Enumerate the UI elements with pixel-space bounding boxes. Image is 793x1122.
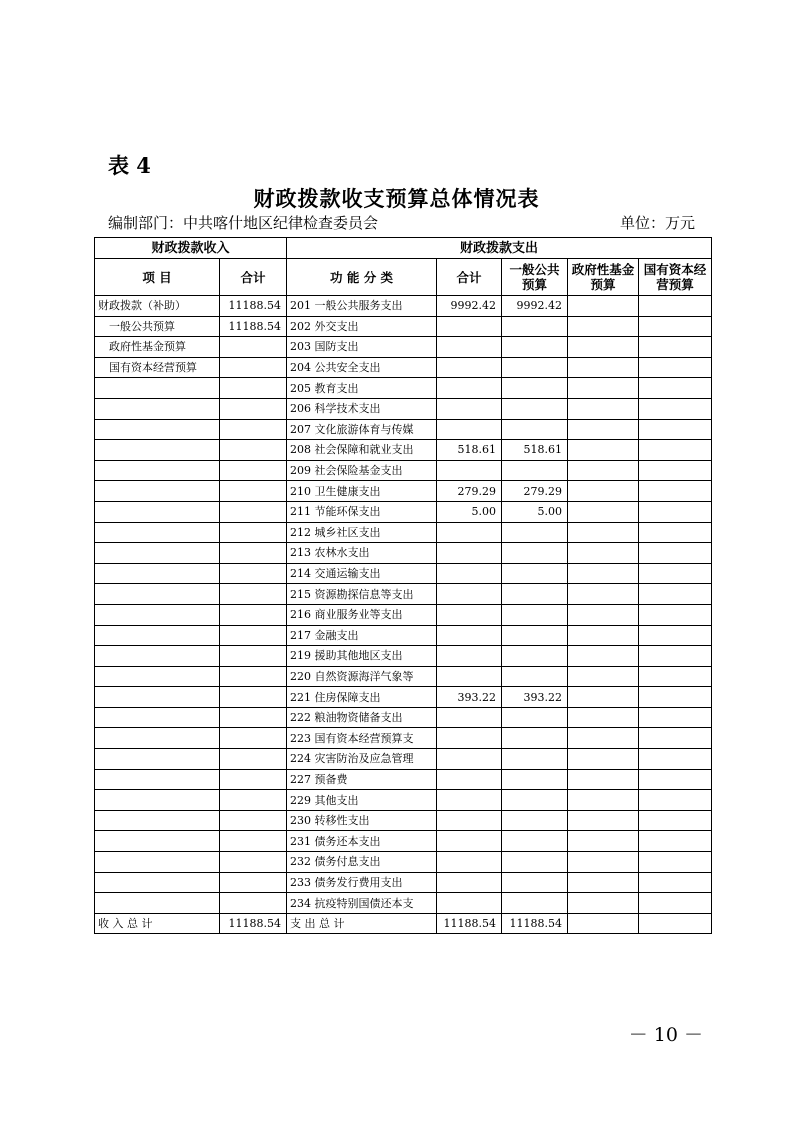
table-row (95, 604, 712, 625)
expense-capital-cell (639, 728, 712, 749)
income-total-label: 收 入 总 计 (95, 913, 220, 934)
function-class-cell: 219 援助其他地区支出 (287, 646, 437, 667)
function-class-cell: 223 国有资本经营预算支 (287, 728, 437, 749)
table-row (95, 440, 712, 461)
expense-general-cell (502, 666, 568, 687)
function-class-cell: 204 公共安全支出 (287, 357, 437, 378)
table-row (95, 666, 712, 687)
expense-capital-cell (639, 378, 712, 399)
expense-general-cell (502, 522, 568, 543)
function-class-cell: 234 抗疫特别国债还本支 (287, 893, 437, 914)
income-total-cell (220, 810, 287, 831)
function-class-cell: 231 债务还本支出 (287, 831, 437, 852)
expense-capital-cell (639, 584, 712, 605)
expense-fund-cell (568, 419, 639, 440)
expense-capital-cell (639, 893, 712, 914)
income-item-cell: 财政拨款（补助） (95, 296, 220, 317)
expense-general-cell (502, 337, 568, 358)
unit-label: 单位：万元 (619, 214, 695, 232)
income-item-cell (95, 707, 220, 728)
income-item-cell (95, 563, 220, 584)
income-total-cell (220, 646, 287, 667)
expense-general-cell (502, 749, 568, 770)
expense-fund-value (568, 913, 639, 934)
expense-general-cell (502, 872, 568, 893)
income-total-cell (220, 584, 287, 605)
expense-fund-cell (568, 625, 639, 646)
table-row (95, 316, 712, 337)
income-item-cell (95, 625, 220, 646)
expense-total-cell: 9992.42 (437, 296, 502, 317)
expense-capital-cell (639, 337, 712, 358)
function-class-cell: 233 债务发行费用支出 (287, 872, 437, 893)
income-item-cell (95, 481, 220, 502)
table-row (95, 707, 712, 728)
expense-capital-cell (639, 707, 712, 728)
function-class-cell: 221 住房保障支出 (287, 687, 437, 708)
page-number: － 10 － (628, 1024, 703, 1046)
function-class-cell: 229 其他支出 (287, 790, 437, 811)
expense-total-cell (437, 543, 502, 564)
function-class-cell: 201 一般公共服务支出 (287, 296, 437, 317)
income-total-cell (220, 460, 287, 481)
expense-general-cell: 518.61 (502, 440, 568, 461)
expense-fund-cell (568, 501, 639, 522)
expense-fund-cell (568, 398, 639, 419)
expense-total-cell: 518.61 (437, 440, 502, 461)
expense-fund-cell (568, 296, 639, 317)
table-row (95, 398, 712, 419)
expense-general-cell: 5.00 (502, 501, 568, 522)
expense-fund-cell (568, 378, 639, 399)
expense-total-cell (437, 460, 502, 481)
expense-general-cell (502, 316, 568, 337)
income-total-cell (220, 666, 287, 687)
expense-total-cell (437, 893, 502, 914)
expense-general-cell (502, 646, 568, 667)
budget-table (94, 237, 712, 934)
expense-total-cell (437, 419, 502, 440)
income-item-cell: 一般公共预算 (95, 316, 220, 337)
income-total-cell (220, 893, 287, 914)
expense-general-cell (502, 584, 568, 605)
expense-total-cell (437, 522, 502, 543)
item-header: 项 目 (95, 259, 220, 296)
expense-fund-cell (568, 707, 639, 728)
table-number: 表 4 (108, 153, 151, 178)
function-class-cell: 213 农林水支出 (287, 543, 437, 564)
expense-capital-cell (639, 296, 712, 317)
expense-capital-cell (639, 357, 712, 378)
income-item-cell (95, 728, 220, 749)
income-item-cell (95, 646, 220, 667)
table-row (95, 296, 712, 317)
expense-capital-cell (639, 316, 712, 337)
income-item-cell (95, 419, 220, 440)
table-row (95, 357, 712, 378)
table-row (95, 646, 712, 667)
income-total-cell (220, 687, 287, 708)
expense-general-cell (502, 625, 568, 646)
income-item-cell (95, 460, 220, 481)
expense-fund-cell (568, 604, 639, 625)
expense-total-cell (437, 852, 502, 873)
income-total-cell (220, 749, 287, 770)
expense-fund-cell (568, 481, 639, 502)
expense-fund-cell (568, 543, 639, 564)
expense-fund-cell (568, 769, 639, 790)
expense-general-cell (502, 543, 568, 564)
expense-fund-cell (568, 440, 639, 461)
income-item-cell (95, 501, 220, 522)
expense-capital-cell (639, 460, 712, 481)
expense-total-cell: 279.29 (437, 481, 502, 502)
income-item-cell (95, 440, 220, 461)
expense-total-cell (437, 707, 502, 728)
expense-general-cell (502, 769, 568, 790)
function-class-cell: 209 社会保险基金支出 (287, 460, 437, 481)
income-total-cell (220, 769, 287, 790)
income-total-cell (220, 728, 287, 749)
expense-total-cell (437, 769, 502, 790)
expense-capital-cell (639, 625, 712, 646)
expense-general-cell: 9992.42 (502, 296, 568, 317)
expense-fund-cell (568, 831, 639, 852)
department-label: 编制部门：中共喀什地区纪律检查委员会 (108, 214, 379, 232)
function-class-cell: 205 教育支出 (287, 378, 437, 399)
income-total-header: 合计 (220, 259, 287, 296)
income-item-cell (95, 852, 220, 873)
table-row (95, 563, 712, 584)
expense-capital-cell (639, 646, 712, 667)
income-item-cell (95, 378, 220, 399)
expense-capital-cell (639, 666, 712, 687)
income-item-cell (95, 584, 220, 605)
income-item-cell (95, 749, 220, 770)
table-row (95, 810, 712, 831)
function-class-cell: 207 文化旅游体育与传媒 (287, 419, 437, 440)
expense-capital-cell (639, 810, 712, 831)
expense-capital-cell (639, 419, 712, 440)
expense-capital-cell (639, 604, 712, 625)
expense-capital-cell (639, 872, 712, 893)
expense-general-cell: 279.29 (502, 481, 568, 502)
table-row (95, 749, 712, 770)
fund-budget-header: 政府性基金预算 (568, 259, 639, 296)
function-class-cell: 208 社会保障和就业支出 (287, 440, 437, 461)
table-row (95, 893, 712, 914)
expense-general-cell (502, 419, 568, 440)
table-row (95, 378, 712, 399)
expense-total-cell (437, 749, 502, 770)
expense-general-cell (502, 707, 568, 728)
table-row (95, 831, 712, 852)
function-class-cell: 212 城乡社区支出 (287, 522, 437, 543)
expense-general-cell (502, 563, 568, 584)
table-row (95, 728, 712, 749)
income-total-value: 11188.54 (220, 913, 287, 934)
function-class-cell: 210 卫生健康支出 (287, 481, 437, 502)
expense-fund-cell (568, 790, 639, 811)
income-item-cell (95, 893, 220, 914)
expense-general-cell (502, 790, 568, 811)
income-total-cell (220, 625, 287, 646)
expense-fund-cell (568, 584, 639, 605)
table-row (95, 501, 712, 522)
income-total-cell (220, 522, 287, 543)
income-item-cell (95, 543, 220, 564)
expense-total-cell (437, 604, 502, 625)
income-item-cell (95, 872, 220, 893)
expense-total-cell (437, 872, 502, 893)
expense-capital-value (639, 913, 712, 934)
expense-fund-cell (568, 460, 639, 481)
function-class-cell: 203 国防支出 (287, 337, 437, 358)
income-item-cell (95, 666, 220, 687)
table-row (95, 625, 712, 646)
expense-total-cell (437, 831, 502, 852)
table-row (95, 481, 712, 502)
table-row (95, 872, 712, 893)
expense-capital-cell (639, 790, 712, 811)
expense-total-cell (437, 563, 502, 584)
income-item-cell (95, 604, 220, 625)
expense-general-cell (502, 893, 568, 914)
function-class-cell: 224 灾害防治及应急管理 (287, 749, 437, 770)
expense-capital-cell (639, 543, 712, 564)
expense-fund-cell (568, 646, 639, 667)
expense-capital-cell (639, 522, 712, 543)
expense-capital-cell (639, 831, 712, 852)
function-class-cell: 222 粮油物资储备支出 (287, 707, 437, 728)
income-total-cell (220, 563, 287, 584)
income-total-cell (220, 790, 287, 811)
table-row (95, 460, 712, 481)
income-item-cell (95, 810, 220, 831)
income-item-cell (95, 398, 220, 419)
expense-total-cell (437, 625, 502, 646)
expense-total-cell (437, 337, 502, 358)
income-total-cell (220, 357, 287, 378)
function-class-cell: 215 资源勘探信息等支出 (287, 584, 437, 605)
expense-fund-cell (568, 522, 639, 543)
expense-total-cell (437, 728, 502, 749)
expense-total-cell (437, 584, 502, 605)
general-budget-header: 一般公共预算 (502, 259, 568, 296)
income-total-cell: 11188.54 (220, 316, 287, 337)
income-total-cell (220, 419, 287, 440)
function-class-header: 功 能 分 类 (287, 259, 437, 296)
expense-total-cell (437, 666, 502, 687)
expense-capital-cell (639, 749, 712, 770)
function-class-cell: 211 节能环保支出 (287, 501, 437, 522)
income-total-cell (220, 852, 287, 873)
table-row (95, 769, 712, 790)
expense-fund-cell (568, 852, 639, 873)
capital-budget-header: 国有资本经营预算 (639, 259, 712, 296)
income-header: 财政拨款收入 (95, 238, 287, 259)
expense-total-cell (437, 646, 502, 667)
income-item-cell (95, 769, 220, 790)
expense-general-cell (502, 378, 568, 399)
expense-general-cell (502, 831, 568, 852)
income-total-cell (220, 440, 287, 461)
expense-total-cell (437, 378, 502, 399)
income-item-cell (95, 790, 220, 811)
expense-general-cell (502, 728, 568, 749)
expense-capital-cell (639, 687, 712, 708)
expense-general-cell (502, 852, 568, 873)
expense-total-cell (437, 810, 502, 831)
expense-general-cell: 393.22 (502, 687, 568, 708)
income-total-cell (220, 337, 287, 358)
expense-fund-cell (568, 357, 639, 378)
expense-fund-cell (568, 666, 639, 687)
expense-fund-cell (568, 749, 639, 770)
page-title: 财政拨款收支预算总体情况表 (253, 186, 540, 211)
table-row (95, 790, 712, 811)
income-item-cell: 政府性基金预算 (95, 337, 220, 358)
expense-capital-cell (639, 852, 712, 873)
expense-fund-cell (568, 563, 639, 584)
expense-general-cell (502, 398, 568, 419)
expense-capital-cell (639, 563, 712, 584)
table-row (95, 419, 712, 440)
income-total-cell (220, 707, 287, 728)
income-total-cell (220, 378, 287, 399)
income-item-cell (95, 687, 220, 708)
income-total-cell: 11188.54 (220, 296, 287, 317)
function-class-cell: 227 预备费 (287, 769, 437, 790)
expense-total-cell (437, 398, 502, 419)
expense-general-cell (502, 357, 568, 378)
expense-fund-cell (568, 872, 639, 893)
expense-total-header: 合计 (437, 259, 502, 296)
expense-fund-cell (568, 316, 639, 337)
function-class-cell: 220 自然资源海洋气象等 (287, 666, 437, 687)
expense-total-value: 11188.54 (437, 913, 502, 934)
income-item-cell (95, 831, 220, 852)
expense-total-label: 支 出 总 计 (287, 913, 437, 934)
expense-capital-cell (639, 440, 712, 461)
expense-general-value: 11188.54 (502, 913, 568, 934)
function-class-cell: 217 金融支出 (287, 625, 437, 646)
expense-total-cell: 5.00 (437, 501, 502, 522)
function-class-cell: 214 交通运输支出 (287, 563, 437, 584)
expense-general-cell (502, 460, 568, 481)
income-total-cell (220, 872, 287, 893)
income-item-cell: 国有资本经营预算 (95, 357, 220, 378)
table-row (95, 852, 712, 873)
expense-fund-cell (568, 687, 639, 708)
expense-total-cell (437, 357, 502, 378)
expense-fund-cell (568, 810, 639, 831)
function-class-cell: 202 外交支出 (287, 316, 437, 337)
income-item-cell (95, 522, 220, 543)
expense-header: 财政拨款支出 (287, 238, 712, 259)
income-total-cell (220, 604, 287, 625)
expense-fund-cell (568, 728, 639, 749)
expense-capital-cell (639, 501, 712, 522)
total-row (95, 913, 712, 934)
expense-capital-cell (639, 769, 712, 790)
table-row (95, 584, 712, 605)
table-row (95, 543, 712, 564)
income-total-cell (220, 543, 287, 564)
expense-general-cell (502, 604, 568, 625)
function-class-cell: 230 转移性支出 (287, 810, 437, 831)
expense-total-cell: 393.22 (437, 687, 502, 708)
income-total-cell (220, 481, 287, 502)
function-class-cell: 206 科学技术支出 (287, 398, 437, 419)
function-class-cell: 216 商业服务业等支出 (287, 604, 437, 625)
table-row (95, 687, 712, 708)
table-row (95, 337, 712, 358)
table-row (95, 522, 712, 543)
income-total-cell (220, 398, 287, 419)
expense-general-cell (502, 810, 568, 831)
expense-fund-cell (568, 337, 639, 358)
function-class-cell: 232 债务付息支出 (287, 852, 437, 873)
income-total-cell (220, 831, 287, 852)
income-total-cell (220, 501, 287, 522)
expense-total-cell (437, 316, 502, 337)
expense-capital-cell (639, 481, 712, 502)
expense-fund-cell (568, 893, 639, 914)
expense-total-cell (437, 790, 502, 811)
expense-capital-cell (639, 398, 712, 419)
